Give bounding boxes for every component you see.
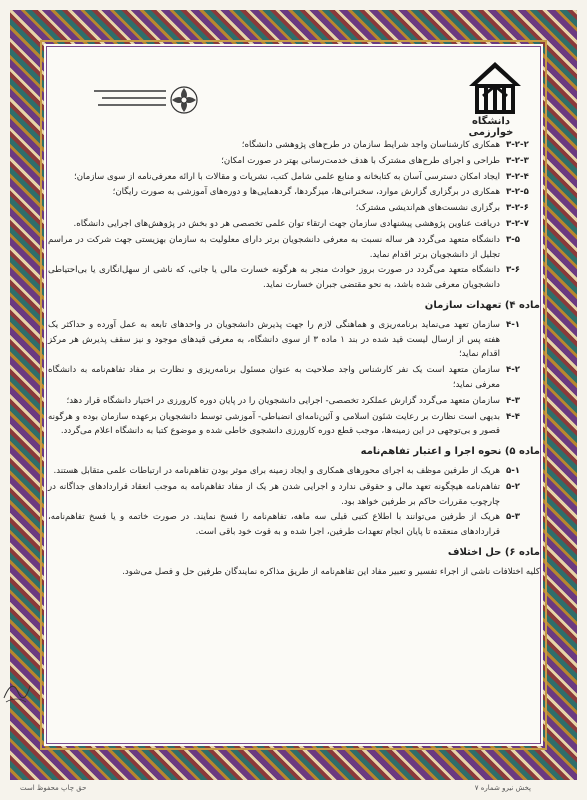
- clause-text: برگزاری نشست‌های هم‌اندیشی مشترک؛: [355, 203, 500, 214]
- section-heading: ماده ۵) نحوه اجرا و اعتبار تفاهم‌نامه: [360, 446, 540, 458]
- clause-text: سازمان متعهد می‌گردد گزارش عملکرد تخصصی- اجرایی دانشجویان را در پایان دوره کارورزی در اختیار دانشگاه قرار دهد؛: [66, 395, 500, 406]
- clause-text: همکاری در برگزاری گزارش موارد، سخنرانی‌ها، میزگردها، گردهمایی‌ها و دوره‌های آموزشی به صورت رایگان؛: [112, 187, 500, 198]
- clause-number: ۳-۲-۳: [506, 155, 529, 166]
- clause-item: [48, 410, 540, 440]
- clause-text: بدیهی است نظارت بر رعایت شئون اسلامی و آئین‌نامه‌ای انضباطی- آموزشی توسط دانشجویان برعهده سازمان بوده و هرگونه قصور و بی‌توجهی در این زمینه‌ها، موجب قطع دوره کارورزی دانشجوی خاطی شده و موضوع کتبا به دانشگاه اعلام می‌گردد.: [48, 411, 500, 437]
- clause-number: ۳-۲-۵: [506, 187, 529, 198]
- clause-text: هریک از طرفین موظف به اجرای محورهای همکاری و ایجاد زمینه برای موثر بودن تفاهم‌نامه در ارتباطات علمی متقابل هستند.: [53, 465, 500, 476]
- signature-mark: [2, 668, 32, 708]
- clause-number: ۵-۳: [506, 512, 521, 523]
- clause-text: تفاهم‌نامه هیچگونه تعهد مالی و حقوقی ندارد و اجرایی شدن هر یک از مفاد تفاهم‌نامه به موجب انعقاد قراردادهای جداگانه در چارچوب مقررات حاکم بر طرفین خواهد بود.: [48, 481, 500, 507]
- clause-text: دانشگاه متعهد می‌گردد هر ساله نسبت به معرفی دانشجویان برتر دارای معلولیت به سازمان بهزیستی جهت شرکت در مراسم تجلیل از دانشجویان برتر اقدام نماید.: [48, 234, 500, 260]
- clause-item: [48, 394, 540, 409]
- university-name: دانشگاه خوارزمی: [468, 116, 514, 138]
- clause-item: [48, 480, 540, 510]
- clause-text: طراحی و اجرای طرح‌های مشترک با هدف خدمت‌رسانی بهتر در صورت امکان؛: [221, 155, 500, 166]
- clause-item: [48, 217, 540, 232]
- clause-item: [48, 363, 540, 393]
- clause-item: [48, 154, 540, 169]
- clause-number: ۳-۲-۴: [506, 171, 529, 182]
- clause-text: سازمان متعهد است یک نفر کارشناس واجد صلاحیت به عنوان مسئول برنامه‌ریزی و نظارت بر مفاد تفاهم‌نامه به دانشگاه معرفی نماید؛: [48, 365, 500, 390]
- clause-item: [48, 138, 540, 153]
- clause-item: [48, 201, 540, 216]
- clause-number: ۳-۵: [506, 234, 521, 245]
- clause-item: [48, 185, 540, 200]
- clause-number: ۴-۲: [506, 365, 521, 376]
- footer-left-text: حق چاپ محفوظ است: [20, 784, 87, 792]
- clause-number: ۴-۳: [506, 395, 521, 406]
- page-footer: [0, 782, 587, 800]
- clause-number: ۵-۲: [506, 481, 521, 492]
- clause-item: [48, 464, 540, 479]
- clause-number: ۳-۶: [506, 265, 521, 276]
- clause-number: ۴-۱: [506, 319, 521, 330]
- clause-item: [48, 233, 540, 263]
- clause-text: کلیه اختلافات ناشی از اجراء تفسیر و تعبیر مفاد این تفاهم‌نامه از طریق مذاکره نمایندگان طرفین حل و فصل می‌شود.: [122, 566, 540, 577]
- clause-text: ایجاد امکان دسترسی آسان به کتابخانه و منابع علمی شامل کتب، نشریات و مقالات با ارائه معرفی‌نامه از سوی سازمان؛: [74, 171, 500, 182]
- section-heading: ماده ۶) حل اختلاف: [447, 546, 540, 558]
- clause-number: ۳-۲-۲: [506, 140, 529, 150]
- clause-text: همکاری کارشناسان واجد شرایط سازمان در طرح‌های پژوهشی دانشگاه؛: [241, 140, 500, 150]
- clause-number: ۳-۲-۷: [506, 218, 529, 229]
- clause-text: دانشگاه متعهد می‌گردد در صورت بروز حوادث منجر به هرگونه خسارت مالی یا جانی، که ناشی از سهل‌انگاری یا بی‌احتیاطی دانشجویان معرفی شده باشد، به نحو مقتضی جبران خسارت نماید.: [48, 265, 500, 291]
- clause-item: [48, 510, 540, 540]
- clause-item: [48, 170, 540, 185]
- footer-right-text: پخش نیرو شماره ۷: [474, 784, 531, 792]
- clause-text: دریافت عناوین پژوهشی پیشنهادی سازمان جهت ارتقاء توان علمی تخصصی هر دو بخش در پژوهش‌های اجرایی دانشگاه.: [73, 218, 500, 229]
- clause-item: [48, 263, 540, 293]
- clause-text: سازمان تعهد می‌نماید برنامه‌ریزی و هماهنگی لازم را جهت پذیرش دانشجویان در واحدهای تابعه به عمل آورده و حداکثر یک هفته پس از ارسال لیست قید شده در بند ۱ ماده ۳ از سوی دانشگاه، به معرفی قیدهای موجود و نیز سقف پذیرش هر مرکز اقدام نماید؛: [48, 319, 501, 360]
- clause-number: ۳-۲-۶: [506, 203, 529, 214]
- clause-text: هریک از طرفین می‌توانند با اطلاع کتبی قبلی سه ماهه، تفاهم‌نامه را فسخ نمایند. در صورت خاتمه و یا فسخ تفاهم‌نامه، قراردادهای منعقده تا پایان انجام تعهدات طرفین، اجرا شده و به قوت خود باقی است.: [48, 512, 500, 538]
- clause-item: [48, 318, 540, 362]
- university-logo-icon: [463, 56, 527, 120]
- clause-number: ۴-۴: [506, 411, 521, 422]
- section-heading: ماده ۴) تعهدات سازمان: [424, 299, 540, 311]
- clause-number: ۵-۱: [506, 465, 521, 476]
- document-body: [48, 138, 540, 764]
- organization-logo-icon: [84, 80, 204, 120]
